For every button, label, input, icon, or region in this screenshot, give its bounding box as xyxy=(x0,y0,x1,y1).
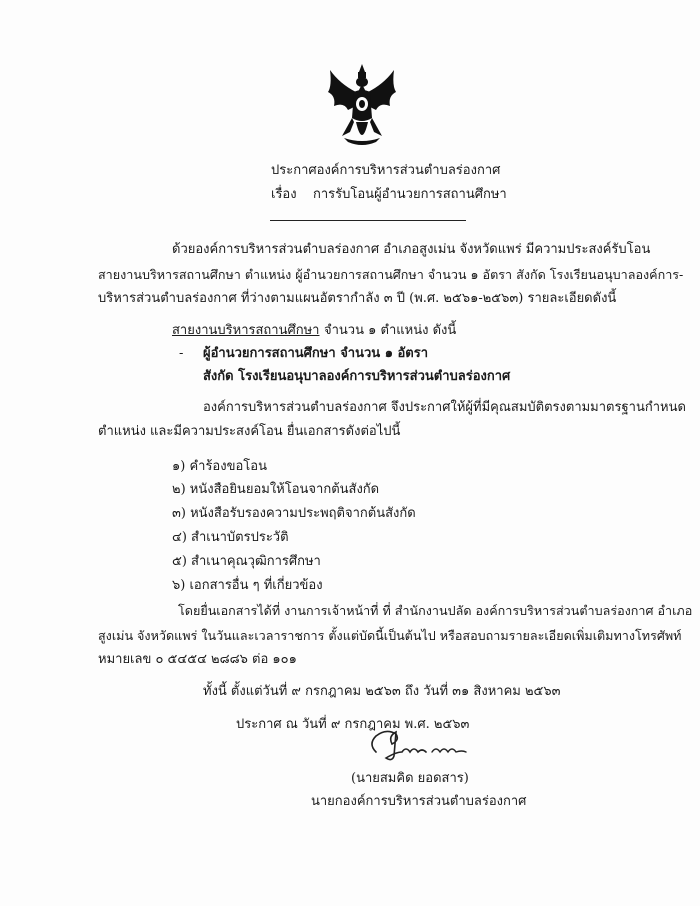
announcement-title: ประกาศองค์การบริหารส่วนตำบลร่องกาศ xyxy=(271,163,501,178)
document-item: ๓) หนังสือรับรองความประพฤติจากต้นสังกัด xyxy=(172,506,416,521)
subject-text: การรับโอนผู้อำนวยการสถานศึกษา xyxy=(313,187,507,202)
header-divider xyxy=(270,220,466,221)
announce-line-1: องค์การบริหารส่วนตำบลร่องกาศ จึงประกาศให้ผู้ที่มีคุณสมบัติตรงตามมาตรฐานกำหนด xyxy=(203,400,686,415)
intro-line-3: บริหารส่วนตำบลร่องกาศ ที่ว่างตามแผนอัตรากำลัง ๓ ปี (พ.ศ. ๒๕๖๑-๒๕๖๓) รายละเอียดดังนี้ xyxy=(98,291,617,306)
position-line-label: สายงานบริหารสถานศึกษา xyxy=(172,323,320,338)
garuda-emblem-icon xyxy=(324,62,400,148)
intro-line-2: สายงานบริหารสถานศึกษา ตำแหน่ง ผู้อำนวยการสถานศึกษา จำนวน ๑ อัตรา สังกัด โรงเรียนอนุบาลองค์การ- xyxy=(98,267,684,282)
document-item: ๒) หนังสือยินยอมให้โอนจากต้นสังกัด xyxy=(172,482,380,497)
submission-period: ทั้งนี้ ตั้งแต่วันที่ ๙ กรกฎาคม ๒๕๖๓ ถึง วันที่ ๓๑ สิงหาคม ๒๕๖๓ xyxy=(203,684,561,699)
submission-line-2: สูงเม่น จังหวัดแพร่ ในวันและเวลาราชการ ตั้งแต่บัดนี้เป็นต้นไป หรือสอบถามรายละเอียดเพิ่มเติมทางโทรศัพท์ xyxy=(98,628,682,643)
subject-label: เรื่อง xyxy=(271,187,297,202)
position-affiliation: สังกัด โรงเรียนอนุบาลองค์การบริหารส่วนตำบลร่องกาศ xyxy=(203,369,511,384)
document-item: ๔) สำเนาบัตรประวัติ xyxy=(172,530,289,545)
submission-line-3: หมายเลข ๐ ๕๔๕๔ ๒๘๘๖ ต่อ ๑๐๑ xyxy=(98,652,297,667)
intro-line-1: ด้วยองค์การบริหารส่วนตำบลร่องกาศ อำเภอสูงเม่น จังหวัดแพร่ มีความประสงค์รับโอน xyxy=(172,242,651,257)
document-item: ๖) เอกสารอื่น ๆ ที่เกี่ยวข้อง xyxy=(172,578,323,593)
announce-line-2: ตำแหน่ง และมีความประสงค์โอน ยื่นเอกสารดังต่อไปนี้ xyxy=(98,424,401,439)
position-line-rest: จำนวน ๑ ตำแหน่ง ดังนี้ xyxy=(324,323,457,338)
announced-date: ประกาศ ณ วันที่ ๙ กรกฎาคม พ.ศ. ๒๕๖๓ xyxy=(236,717,470,732)
document-item: ๑) คำร้องขอโอน xyxy=(172,459,267,474)
position-dash: - xyxy=(179,346,184,361)
signatory-name: (นายสมคิด ยอดสาร) xyxy=(351,771,469,786)
signatory-title: นายกองค์การบริหารส่วนตำบลร่องกาศ xyxy=(311,794,527,809)
handwritten-signature xyxy=(362,722,492,764)
document-item: ๕) สำเนาคุณวุฒิการศึกษา xyxy=(172,554,321,569)
submission-line-1: โดยยื่นเอกสารได้ที่ งานการเจ้าหน้าที่ ที่ สำนักงานปลัด องค์การบริหารส่วนตำบลร่องกาศ อำเภอ xyxy=(178,603,693,618)
position-title: ผู้อำนวยการสถานศึกษา จำนวน ๑ อัตรา xyxy=(203,346,429,361)
